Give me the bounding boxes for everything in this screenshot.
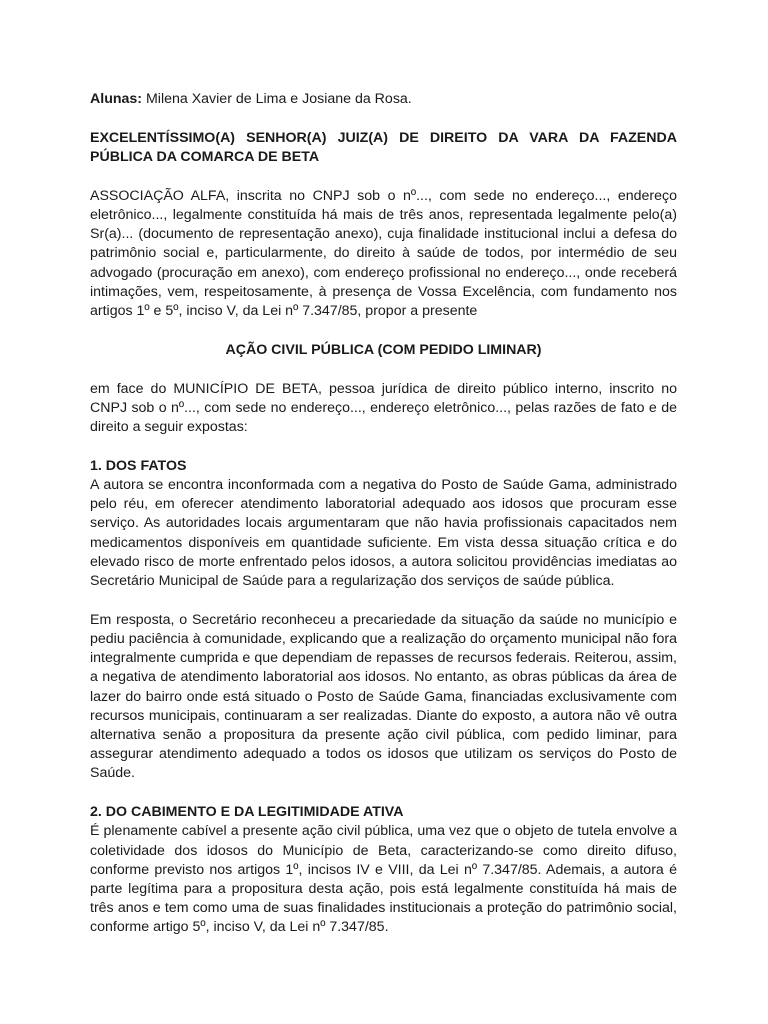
action-title: AÇÃO CIVIL PÚBLICA (COM PEDIDO LIMINAR) [225, 341, 542, 358]
document-page [90, 90, 677, 938]
students-label: Alunas: [90, 91, 143, 107]
students-names: Milena Xavier de Lima e Josiane da Rosa. [142, 91, 412, 107]
section-standing [90, 803, 677, 937]
addressee-heading: EXCELENTÍSSIMO(A) SENHOR(A) JUIZ(A) DE DIREITO DA VARA DA FAZENDA PÚBLICA DA COMARCA DE BETA [90, 129, 677, 165]
section-heading-facts: 1. DOS FATOS [90, 457, 187, 474]
standing-paragraph-1: É plenamente cabível a presente ação civil pública, uma vez que o objeto de tutela envolve a coletividade dos idosos do Município de Beta, caracterizando-se como direito difuso, conforme previsto nos artigos 1º, incisos IV e VIII, da Lei nº 7.347/85. Ademais, a autora é parte legítima para a propositura desta ação, pois está legalmente constituída há mais de três anos e tem como uma de suas finalidades institucionais a proteção do patrimônio social, conforme artigo 5º, inciso V, da Lei nº 7.347/85. [90, 823, 677, 936]
facts-paragraph-1: A autora se encontra inconformada com a negativa do Posto de Saúde Gama, administrado pelo réu, em oferecer atendimento laboratorial adequado aos idosos que procuram esse serviço. As autoridades locais argumentaram que não havia profissionais capacitados nem medicamentos disponíveis em quantidade suficiente. Em vista dessa situação crítica e do elevado risco de morte enfrentado pelos idosos, a autora solicitou providências imediatas ao Secretário Municipal de Saúde para a regularização dos serviços de saúde pública. [90, 477, 677, 590]
section-heading-standing: 2. DO CABIMENTO E DA LEGITIMIDADE ATIVA [90, 804, 404, 821]
qualification-paragraph: ASSOCIAÇÃO ALFA, inscrita no CNPJ sob o nº..., com sede no endereço..., endereço eletrônico..., legalmente constituída há mais de três anos, representada legalmente pelo(a) Sr(a)... (documento de representação anexo), cuja finalidade institucional inclui a defesa do patrimônio social e, particularmente, do direito à saúde de todos, por intermédio de seu advogado (procuração em anexo), com endereço profissional no endereço..., onde receberá intimações, vem, respeitosamente, à presença de Vossa Excelência, com fundamento nos artigos 1º e 5º, inciso V, da Lei nº 7.347/85, propor a presente [90, 187, 677, 320]
defendant-paragraph: em face do MUNICÍPIO DE BETA, pessoa jurídica de direito público interno, inscrito no CNPJ sob o nº..., com sede no endereço..., endereço eletrônico..., pelas razões de fato e de direito a seguir expostas: [90, 380, 677, 436]
facts-paragraph-2: Em resposta, o Secretário reconheceu a precariedade da situação da saúde no município e pediu paciência à comunidade, explicando que a realização do orçamento municipal não fora integralmente cumprida e que dependiam de repasses de recursos federais. Reiterou, assim, a negativa de atendimento laboratorial aos idosos. No entanto, as obras públicas da área de lazer do bairro onde está situado o Posto de Saúde Gama, financiadas exclusivamente com recursos municipais, continuaram a ser realizadas. Diante do exposto, a autora não vê outra alternativa senão a propositura da presente ação civil pública, com pedido liminar, para assegurar atendimento adequado a todos os idosos que utilizam os serviços do Posto de Saúde. [90, 611, 677, 782]
section-facts [90, 457, 677, 784]
students-line [90, 90, 677, 109]
